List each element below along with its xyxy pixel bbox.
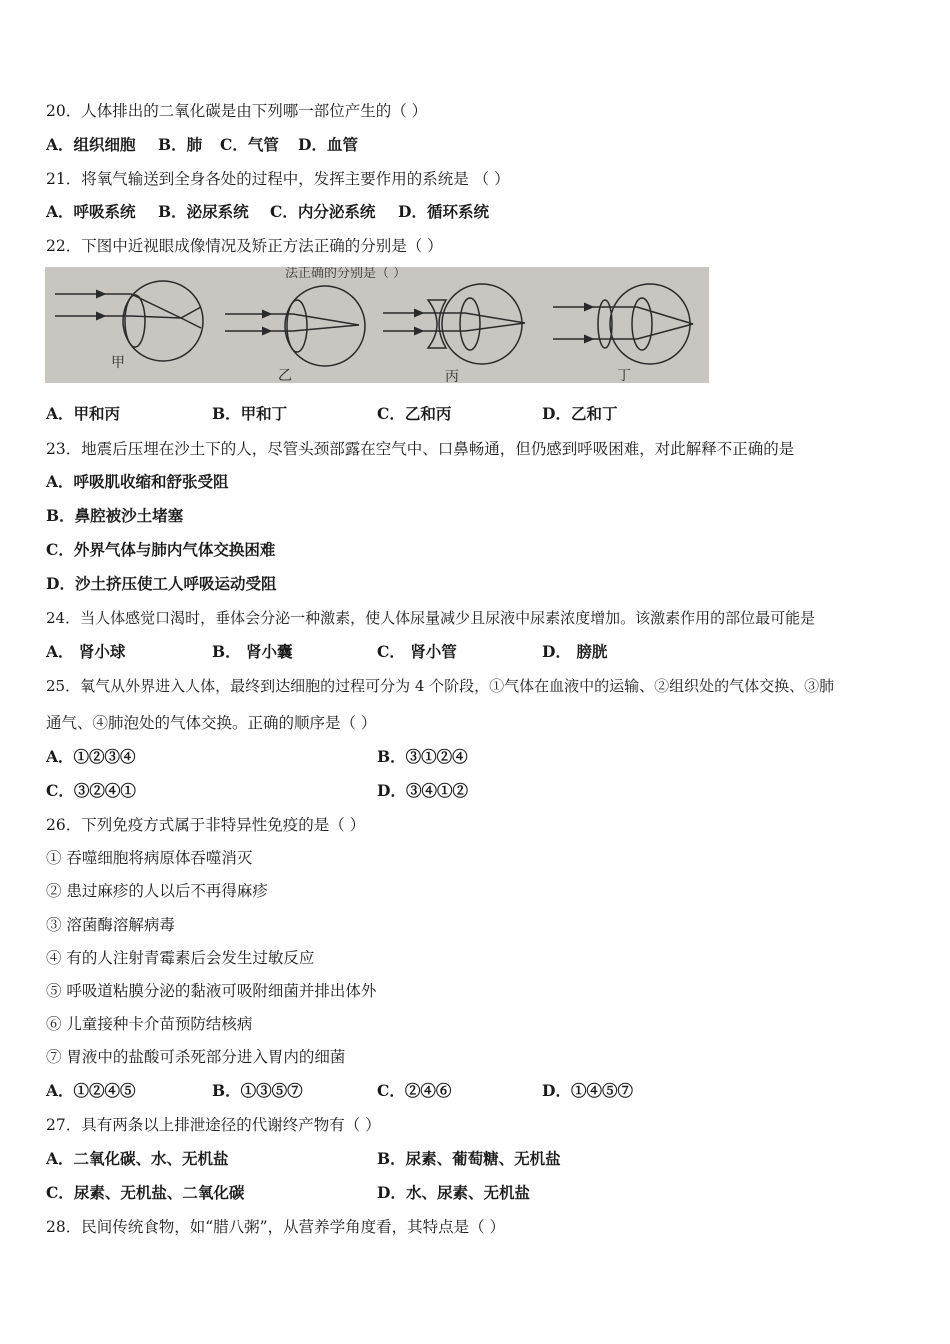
q24-option-b: B． 肾小囊 <box>212 642 293 661</box>
q27-option-c: C．尿素、无机盐、二氧化碳 <box>46 1183 245 1202</box>
q25-stem-line1: 25．氧气从外界进入人体，最终到达细胞的过程可分为 4 个阶段，①气体在血液中的运输、②组织处的气体交换、③肺 <box>46 677 835 695</box>
q25-option-a: A．①②③④ <box>46 747 136 766</box>
q26-item: ④ 有的人注射青霉素后会发生过敏反应 <box>46 949 315 967</box>
q26-item: ① 吞噬细胞将病原体吞噬消灭 <box>46 849 253 867</box>
q21-option-a: A．呼吸系统 <box>46 202 136 221</box>
q23-option-c: C．外界气体与肺内气体交换困难 <box>46 540 276 559</box>
q27-option-a: A．二氧化碳、水、无机盐 <box>46 1149 229 1168</box>
q20-option-b: B．肺 <box>158 135 203 154</box>
q26-option-a: A．①②④⑤ <box>46 1081 136 1100</box>
figure-label-jia: 甲 <box>111 355 125 371</box>
q22-stem: 22．下图中近视眼成像情况及矫正方法正确的分别是（ ） <box>46 237 443 255</box>
q21-stem: 21．将氧气输送到全身各处的过程中，发挥主要作用的系统是 （ ） <box>46 170 510 188</box>
q26-item: ③ 溶菌酶溶解病毒 <box>46 916 175 934</box>
q23-option-a: A．呼吸肌收缩和舒张受阻 <box>46 472 229 491</box>
q25-option-d: D．③④①② <box>377 781 468 800</box>
q23-stem: 23．地震后压埋在沙土下的人，尽管头颈部露在空气中、口鼻畅通，但仍感到呼吸困难，对此解释不正确的是 <box>46 440 795 458</box>
q21-option-c: C．内分泌系统 <box>270 202 376 221</box>
q26-option-d: D．①④⑤⑦ <box>542 1081 633 1100</box>
q22-option-d: D．乙和丁 <box>542 404 618 423</box>
q20-option-c: C．气管 <box>220 135 279 154</box>
eye-diagram-jia <box>55 281 203 361</box>
q26-item: ⑦ 胃液中的盐酸可杀死部分进入胃内的细菌 <box>46 1048 346 1066</box>
figure-top-text: 法正确的分别是（ ） <box>285 267 407 281</box>
q25-option-c: C．③②④① <box>46 781 136 800</box>
q26-item: ⑥ 儿童接种卡介苗预防结核病 <box>46 1015 253 1033</box>
q24-stem: 24．当人体感觉口渴时，垂体会分泌一种激素，使人体尿量减少且尿液中尿素浓度增加。该激素作用的部位最可能是 <box>46 609 816 627</box>
q20-option-a: A．组织细胞 <box>46 135 136 154</box>
q25-stem-line2: 通气、④肺泡处的气体交换。正确的顺序是（ ） <box>46 714 377 732</box>
q26-option-c: C．②④⑥ <box>377 1081 452 1100</box>
q20-stem: 20．人体排出的二氧化碳是由下列哪一部位产生的（ ） <box>46 102 428 120</box>
eye-diagram-yi <box>225 286 365 366</box>
q27-option-d: D．水、尿素、无机盐 <box>377 1183 530 1202</box>
q27-stem: 27．具有两条以上排泄途径的代谢终产物有（ ） <box>46 1116 381 1134</box>
q25-option-b: B．③①②④ <box>377 747 468 766</box>
eye-diagram-figure <box>45 267 709 383</box>
q26-item: ⑤ 呼吸道粘膜分泌的黏液可吸附细菌并排出体外 <box>46 982 377 1000</box>
q23-option-d: D．沙土挤压使工人呼吸运动受阻 <box>46 574 277 593</box>
q26-stem: 26．下列免疫方式属于非特异性免疫的是（ ） <box>46 816 366 834</box>
q21-option-d: D．循环系统 <box>398 202 489 221</box>
q24-option-a: A． 肾小球 <box>46 642 126 661</box>
figure-label-ding: 丁 <box>617 368 631 383</box>
eye-diagram-ding <box>553 284 693 364</box>
q26-option-b: B．①③⑤⑦ <box>212 1081 303 1100</box>
figure-label-yi: 乙 <box>278 368 292 383</box>
q22-option-b: B．甲和丁 <box>212 404 288 423</box>
q22-option-c: C．乙和丙 <box>377 404 452 423</box>
q24-option-c: C． 肾小管 <box>377 642 457 661</box>
q20-option-d: D．血管 <box>298 135 358 154</box>
q23-option-b: B．鼻腔被沙土堵塞 <box>46 506 184 525</box>
eye-diagram-bing <box>383 284 525 364</box>
q24-option-d: D． 膀胱 <box>542 642 608 661</box>
figure-label-bing: 丙 <box>445 369 459 383</box>
q22-option-a: A．甲和丙 <box>46 404 121 423</box>
q28-stem: 28．民间传统食物，如“腊八粥”，从营养学角度看，其特点是（ ） <box>46 1218 506 1236</box>
q27-option-b: B．尿素、葡萄糖、无机盐 <box>377 1149 561 1168</box>
q21-option-b: B．泌尿系统 <box>158 202 249 221</box>
q26-item: ② 患过麻疹的人以后不再得麻疹 <box>46 882 268 900</box>
